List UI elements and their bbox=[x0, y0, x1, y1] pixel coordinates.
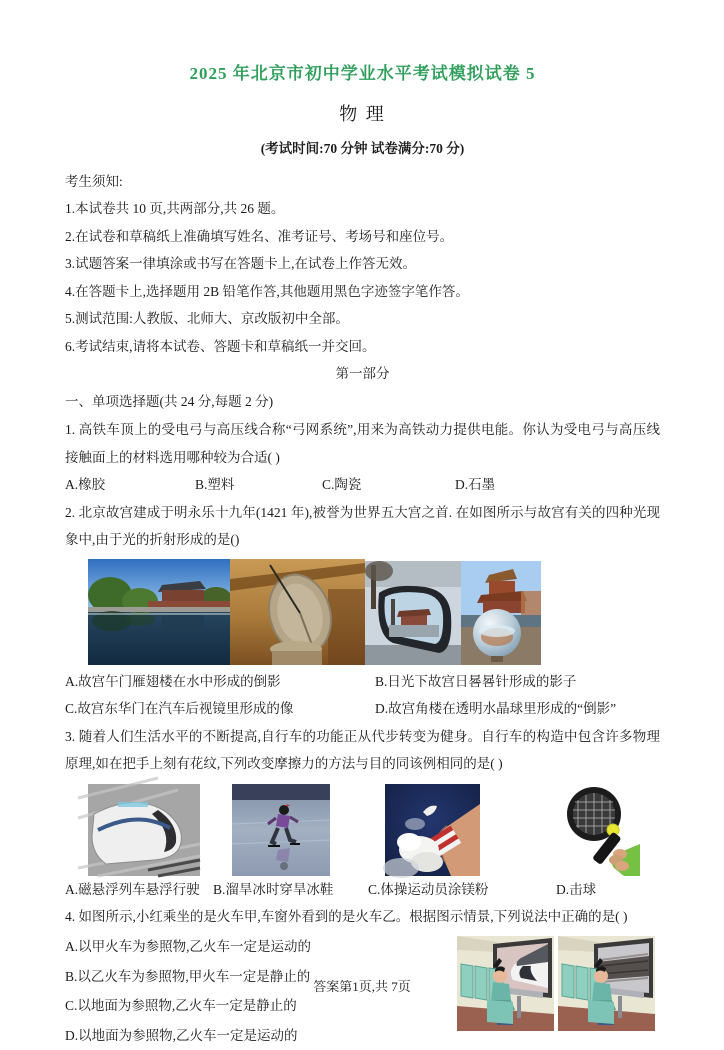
q1-option-b: B.塑料 bbox=[195, 471, 322, 499]
photo-gymnast-chalk bbox=[385, 784, 480, 876]
notice-item-1: 1.本试卷共 10 页,共两部分,共 26 题。 bbox=[65, 195, 660, 223]
q3-option-b: B.溜旱冰时穿旱冰鞋 bbox=[213, 876, 368, 903]
q3-option-c: C.体操运动员涂镁粉 bbox=[368, 876, 556, 903]
question-3-photos bbox=[88, 784, 660, 876]
photo-ice-skater bbox=[232, 784, 330, 876]
question-4-text: 4. 如图所示,小红乘坐的是火车甲,车窗外看到的是火车乙。根据图示情景,下列说法中正确的是( ) bbox=[65, 903, 660, 931]
page-title: 2025 年北京市初中学业水平考试模拟试卷 5 bbox=[65, 62, 660, 86]
q1-option-a: A.橡胶 bbox=[65, 471, 195, 499]
question-2-options-row-1 bbox=[65, 668, 660, 696]
exam-info: (考试时间:70 分钟 试卷满分:70 分) bbox=[65, 138, 660, 160]
q4-option-d: D.以地面为参照物,乙火车一定是运动的 bbox=[65, 1021, 453, 1050]
photo-racket-hit-ball bbox=[558, 784, 640, 876]
photo-palace-moat-reflection bbox=[88, 559, 230, 665]
q2-option-c: C.故宫东华门在汽车后视镜里形成的像 bbox=[65, 695, 375, 723]
q2-option-d: D.故宫角楼在透明水晶球里形成的“倒影” bbox=[375, 695, 616, 723]
page-footer: 答案第1页,共 7页 bbox=[0, 973, 724, 1000]
part-one-heading: 第一部分 bbox=[65, 360, 660, 388]
photo-corner-tower-crystal-sphere bbox=[461, 561, 541, 665]
q3-option-d: D.击球 bbox=[556, 876, 596, 903]
notice-heading: 考生须知: bbox=[65, 168, 660, 195]
question-1-text: 1. 高铁车顶上的受电弓与高压线合称“弓网系统”,用来为高铁动力提供电能。你认为受电弓与高压线接触面上的材料选用哪种较为合适( ) bbox=[65, 416, 660, 471]
q4-option-a: A.以甲火车为参照物,乙火车一定是运动的 bbox=[65, 932, 453, 962]
subject-title: 物 理 bbox=[65, 102, 660, 126]
notice-item-3: 3.试题答案一律填涂或书写在答题卡上,在试卷上作答无效。 bbox=[65, 250, 660, 278]
question-3-captions bbox=[65, 876, 660, 903]
q3-option-a: A.磁悬浮列车悬浮行驶 bbox=[65, 876, 213, 903]
q1-option-c: C.陶瓷 bbox=[322, 471, 455, 499]
section-heading: 一、单项选择题(共 24 分,每题 2 分) bbox=[65, 388, 660, 416]
q1-option-d: D.石墨 bbox=[455, 471, 495, 499]
question-2-photos bbox=[88, 559, 660, 665]
q2-option-a: A.故宫午门雁翅楼在水中形成的倒影 bbox=[65, 668, 375, 696]
question-1-options bbox=[65, 471, 660, 499]
q4-option-b: B.以乙火车为参照物,甲火车一定是静止的 bbox=[65, 962, 453, 992]
notice-item-6: 6.考试结束,请将本试卷、答题卡和草稿纸一并交回。 bbox=[65, 333, 660, 361]
notice-item-2: 2.在试卷和草稿纸上准确填写姓名、准考证号、考场号和座位号。 bbox=[65, 223, 660, 251]
q4-option-c: C.以地面为参照物,乙火车一定是静止的 bbox=[65, 991, 453, 1021]
notice-item-5: 5.测试范围:人教版、北师大、京改版初中全部。 bbox=[65, 305, 660, 333]
question-2-options-row-2 bbox=[65, 695, 660, 723]
question-2-text: 2. 北京故宫建成于明永乐十九年(1421 年),被誉为世界五大宫之首. 在如图所示与故宫有关的四种光现象中,由于光的折射形成的是() bbox=[65, 499, 660, 554]
photo-sundial-shadow bbox=[230, 559, 365, 665]
q2-option-b: B.日光下故宫日晷晷针形成的影子 bbox=[375, 668, 576, 696]
question-3-text: 3. 随着人们生活水平的不断提高,自行车的功能正从代步转变为健身。自行车的构造中包含许多物理原理,如在把手上刻有花纹,下列改变摩擦力的方法与目的同该例相同的是( ) bbox=[65, 723, 660, 778]
photo-maglev-train bbox=[88, 784, 200, 876]
photo-car-side-mirror bbox=[365, 561, 461, 665]
notice-item-4: 4.在答题卡上,选择题用 2B 铅笔作答,其他题用黑色字迹签字笔作答。 bbox=[65, 278, 660, 306]
